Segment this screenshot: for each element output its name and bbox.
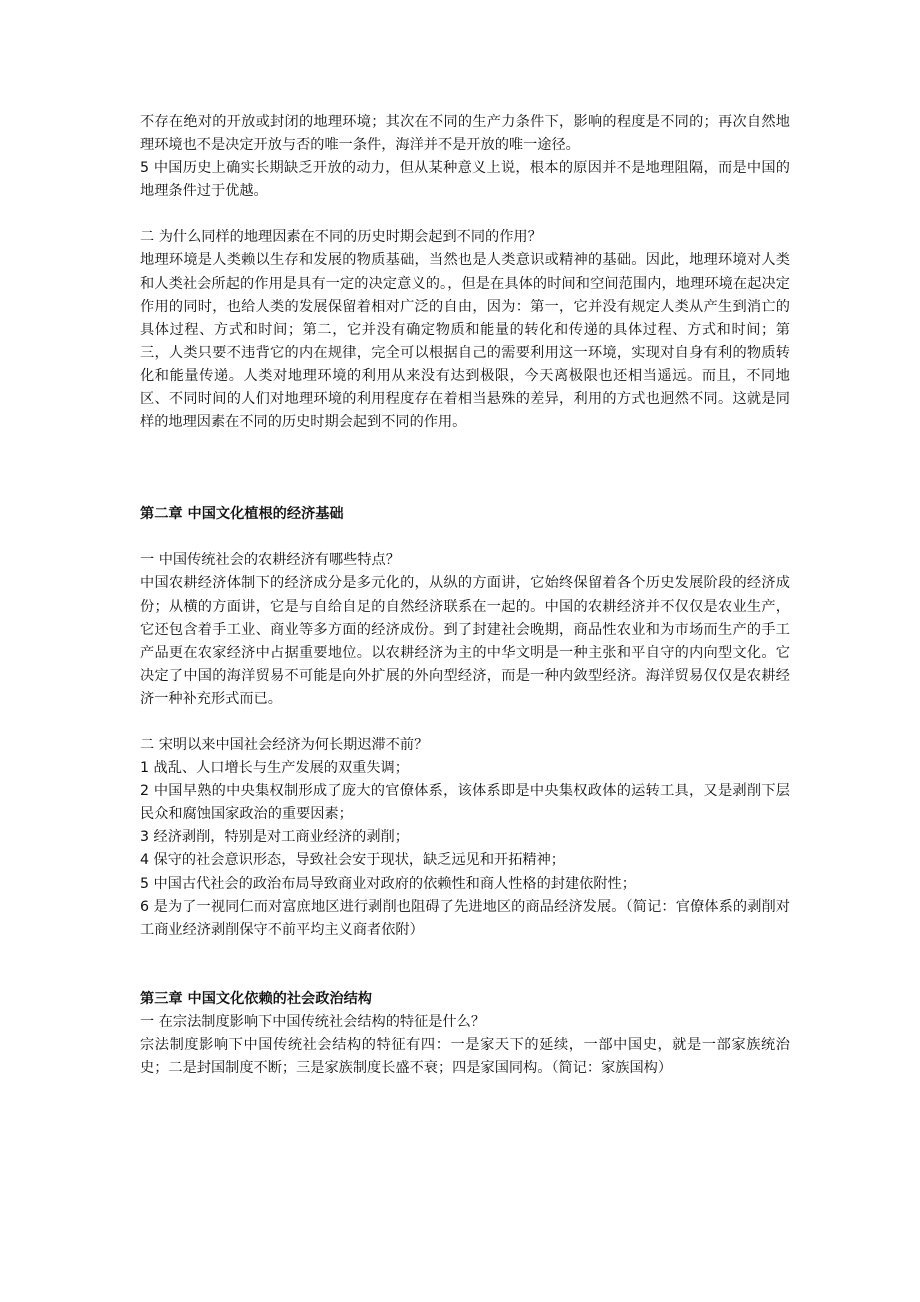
spacer — [140, 711, 790, 734]
question-heading: 二 宋明以来中国社会经济为何长期迟滞不前？ — [140, 736, 429, 753]
section-geography-role — [140, 226, 790, 434]
spacer — [140, 942, 790, 988]
list-item: 2 中国早熟的中央集权制形成了庞大的官僚体系，该体系即是中央集权政体的运转工具，又是剥削下层民众和腐蚀国家政治的重要因素； — [140, 783, 790, 823]
list-item: 4 保守的社会意识形态，导致社会安于现状，缺乏远见和开拓精神； — [140, 852, 565, 869]
answer-paragraph: 宗法制度影响下中国传统社会结构的特征有四：一是家天下的延续，一部中国史，就是一部家族统治史；二是封国制度不断；三是家族制度长盛不衰；四是家国同构。（简记：家族国构） — [140, 1037, 790, 1077]
list-item: 5 中国古代社会的政治布局导致商业对政府的依赖性和商人性格的封建依附性； — [140, 875, 636, 892]
spacer — [140, 526, 790, 549]
question-heading: 二 为什么同样的地理因素在不同的历史时期会起到不同的作用？ — [140, 229, 542, 246]
spacer — [140, 203, 790, 226]
chapter-title: 第二章 中国文化植根的经济基础 — [140, 506, 344, 523]
list-item: 3 经济剥削，特别是对工商业经济的剥削； — [140, 829, 409, 846]
chapter-title: 第三章 中国文化依赖的社会政治结构 — [140, 990, 372, 1007]
list-item: 6 是为了一视同仁而对富庶地区进行剥削也阻碍了先进地区的商品经济发展。（简记：官僚体系的剥削对工商业经济剥削保守不前平均主义商者依附） — [140, 898, 790, 938]
list-item: 5 中国历史上确实长期缺乏开放的动力，但从某种意义上说，根本的原因并不是地理阻隔，而是中国的地理条件过于优越。 — [140, 160, 790, 200]
answer-paragraph: 地理环境是人类赖以生存和发展的物质基础，当然也是人类意识或精神的基础。因此，地理环境对人类和人类社会所起的作用是具有一定的决定意义的。，但是在具体的时间和空间范围内，地理环境在起决定作用的同时，也给人类的发展保留着相对广泛的自由，因为：第一，它并没有规定人类从产生到消亡的具体过程、方式和时间；第二，它并没有确定物质和能量的转化和传递的具体过程、方式和时间；第三，人类只要不违背它的内在规律，完全可以根据自己的需要利用这一环境，实现对自身有利的物质转化和能量传递。人类对地理环境的利用从来没有达到极限，今天离极限也还相当遥远。而且，不同地区、不同时间的人们对地理环境的利用程度存在着相当悬殊的差异，利用的方式也迥然不同。这就是同样的地理因素在不同的历史时期会起到不同的作用。 — [140, 252, 790, 431]
chapter-3 — [140, 988, 790, 1080]
paragraph: 不存在绝对的开放或封闭的地理环境；其次在不同的生产力条件下，影响的程度是不同的；再次自然地理环境也不是决定开放与否的唯一条件，海洋并不是开放的唯一途径。 — [140, 114, 790, 154]
answer-paragraph: 中国农耕经济体制下的经济成分是多元化的，从纵的方面讲，它始终保留着各个历史发展阶段的经济成份；从横的方面讲，它是与自给自足的自然经济联系在一起的。中国的农耕经济并不仅仅是农业生产，它还包含着手工业、商业等多方面的经济成份。到了封建社会晚期，商品性农业和为市场而生产的手工产品更在农家经济中占据重要地位。以农耕经济为主的中华文明是一种主张和平自守的内向型文化。它决定了中国的海洋贸易不可能是向外扩展的外向型经济，而是一种内敛型经济。海洋贸易仅仅是农耕经济一种补充形式而已。 — [140, 575, 790, 707]
question-heading: 一 在宗法制度影响下中国传统社会结构的特征是什么？ — [140, 1013, 486, 1030]
list-item: 1 战乱、人口增长与生产发展的双重失调； — [140, 760, 409, 777]
section-geography-openness — [140, 111, 790, 203]
chapter-2 — [140, 503, 790, 942]
spacer — [140, 434, 790, 503]
question-heading: 一 中国传统社会的农耕经济有哪些特点？ — [140, 552, 400, 569]
